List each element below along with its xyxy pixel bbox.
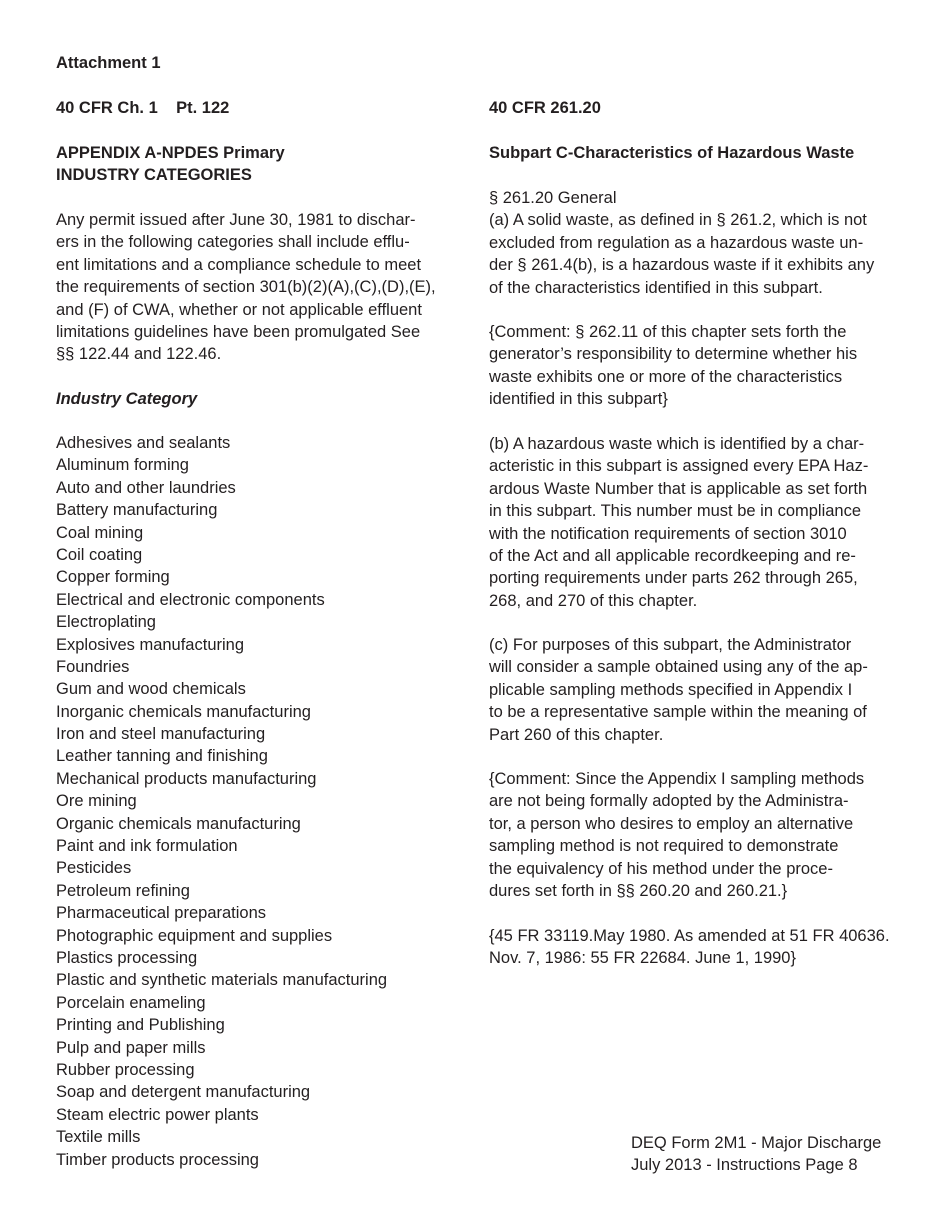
- industry-category-item: Timber products processing: [56, 1150, 259, 1169]
- industry-category-item: Explosives manufacturing: [56, 635, 245, 654]
- subpart-heading: Subpart C-Characteristics of Hazardous Waste: [489, 144, 855, 162]
- paragraph-line: sampling method is not required to demonstrate: [489, 837, 839, 856]
- appendix-heading-line: APPENDIX A-NPDES Primary: [56, 144, 285, 162]
- paragraph-line: der § 261.4(b), is a hazardous waste if it exhibits any: [489, 256, 875, 275]
- paragraph-line: generator’s responsibility to determine whether his: [489, 345, 858, 364]
- intro-line: ent limitations and a compliance schedule to meet: [56, 255, 422, 274]
- industry-category-item: Pesticides: [56, 859, 132, 878]
- paragraph-line: 268, and 270 of this chapter.: [489, 591, 698, 610]
- paragraph-line: acteristic in this subpart is assigned every EPA Haz-: [489, 457, 869, 476]
- paragraph-a: [489, 187, 899, 299]
- intro-line: §§ 122.44 and 122.46.: [56, 345, 222, 364]
- paragraph-line: porting requirements under parts 262 through 265,: [489, 569, 858, 588]
- industry-category-item: Coil coating: [56, 545, 143, 564]
- paragraph-line: plicable sampling methods specified in Appendix I: [489, 680, 853, 699]
- industry-category-item: Gum and wood chemicals: [56, 680, 246, 699]
- industry-category-item: Ore mining: [56, 792, 137, 811]
- industry-category-item: Petroleum refining: [56, 881, 190, 900]
- intro-line: and (F) of CWA, whether or not applicable effluent: [56, 300, 422, 319]
- appendix-heading-line: INDUSTRY CATEGORIES: [56, 166, 252, 185]
- paragraph-line: identified in this subpart}: [489, 390, 668, 409]
- industry-category-item: Adhesives and sealants: [56, 434, 231, 452]
- paragraph-line: Nov. 7, 1986: 55 FR 22684. June 1, 1990}: [489, 949, 796, 968]
- attachment-title: Attachment 1: [56, 54, 161, 72]
- industry-category-item: Soap and detergent manufacturing: [56, 1083, 311, 1102]
- paragraph-line: {Comment: Since the Appendix I sampling methods: [489, 770, 865, 788]
- left-cfr-heading: 40 CFR Ch. 1 Pt. 122: [56, 99, 230, 117]
- paragraph-c: [489, 634, 899, 746]
- paragraph-line: tor, a person who desires to employ an alternative: [489, 814, 854, 833]
- paragraph-line: ardous Waste Number that is applicable as set forth: [489, 479, 868, 498]
- page-footer: [631, 1132, 881, 1177]
- paragraph-line: are not being formally adopted by the Administra-: [489, 792, 849, 811]
- industry-category-item: Steam electric power plants: [56, 1105, 259, 1124]
- industry-category-item: Electrical and electronic components: [56, 590, 325, 609]
- appendix-heading: [56, 142, 456, 187]
- paragraph-line: (b) A hazardous waste which is identified by a char-: [489, 435, 865, 453]
- comment-1: [489, 321, 899, 411]
- industry-category-item: Porcelain enameling: [56, 993, 206, 1012]
- industry-category-item: Plastics processing: [56, 948, 198, 967]
- intro-line: limitations guidelines have been promulgated See: [56, 323, 421, 342]
- industry-category-item: Coal mining: [56, 523, 144, 542]
- industry-category-item: Iron and steel manufacturing: [56, 725, 266, 744]
- paragraph-line: (c) For purposes of this subpart, the Administrator: [489, 636, 852, 654]
- paragraph-line: {45 FR 33119.May 1980. As amended at 51 FR 40636.: [489, 927, 890, 945]
- paragraph-line: in this subpart. This number must be in compliance: [489, 502, 862, 521]
- industry-category-item: Pharmaceutical preparations: [56, 904, 267, 923]
- paragraph-b: [489, 433, 899, 612]
- footer-date-line: July 2013 - Instructions Page 8: [631, 1156, 858, 1175]
- industry-category-item: Aluminum forming: [56, 456, 189, 475]
- paragraph-line: of the characteristics identified in this subpart.: [489, 278, 823, 297]
- paragraph-line: Part 260 of this chapter.: [489, 725, 664, 744]
- industry-category-item: Mechanical products manufacturing: [56, 769, 317, 788]
- industry-category-item: Pulp and paper mills: [56, 1038, 206, 1057]
- intro-line: the requirements of section 301(b)(2)(A),(C),(D),(E),: [56, 278, 436, 297]
- industry-category-heading: Industry Category: [56, 390, 198, 408]
- industry-category-item: Auto and other laundries: [56, 478, 236, 497]
- paragraph-line: {Comment: § 262.11 of this chapter sets forth the: [489, 323, 847, 341]
- comment-2: [489, 768, 899, 902]
- paragraph-line: of the Act and all applicable recordkeeping and re-: [489, 547, 856, 566]
- paragraph-line: to be a representative sample within the meaning of: [489, 703, 867, 722]
- paragraph-line: excluded from regulation as a hazardous waste un-: [489, 233, 864, 252]
- industry-category-item: Copper forming: [56, 568, 170, 587]
- right-cfr-heading: 40 CFR 261.20: [489, 99, 601, 117]
- industry-category-list-wrap: [56, 432, 456, 1171]
- paragraph-line: (a) A solid waste, as defined in § 261.2, which is not: [489, 211, 867, 230]
- industry-category-item: Plastic and synthetic materials manufacturing: [56, 971, 388, 990]
- intro-line: ers in the following categories shall include efflu-: [56, 233, 410, 252]
- industry-category-item: Organic chemicals manufacturing: [56, 814, 301, 833]
- industry-category-item: Electroplating: [56, 613, 156, 632]
- industry-category-item: Inorganic chemicals manufacturing: [56, 702, 311, 721]
- paragraph-line: waste exhibits one or more of the characteristics: [489, 367, 843, 386]
- industry-category-item: Printing and Publishing: [56, 1016, 225, 1035]
- paragraph-line: § 261.20 General: [489, 189, 617, 207]
- industry-category-item: Rubber processing: [56, 1060, 195, 1079]
- paragraph-line: the equivalency of his method under the proce-: [489, 859, 833, 878]
- paragraph-line: with the notification requirements of section 3010: [489, 524, 847, 543]
- industry-category-item: Battery manufacturing: [56, 501, 218, 520]
- intro-paragraph: [56, 209, 456, 366]
- industry-category-item: Photographic equipment and supplies: [56, 926, 333, 945]
- industry-category-item: Leather tanning and finishing: [56, 747, 268, 766]
- intro-line: Any permit issued after June 30, 1981 to dischar-: [56, 211, 416, 229]
- industry-category-list: [56, 432, 456, 1171]
- federal-register-citation: [489, 925, 899, 970]
- industry-category-item: Foundries: [56, 657, 130, 676]
- paragraph-line: dures set forth in §§ 260.20 and 260.21.}: [489, 882, 788, 901]
- footer-form-line: DEQ Form 2M1 - Major Discharge: [631, 1134, 882, 1152]
- industry-category-item: Paint and ink formulation: [56, 837, 238, 856]
- paragraph-line: will consider a sample obtained using any of the ap-: [489, 658, 868, 677]
- industry-category-item: Textile mills: [56, 1128, 141, 1147]
